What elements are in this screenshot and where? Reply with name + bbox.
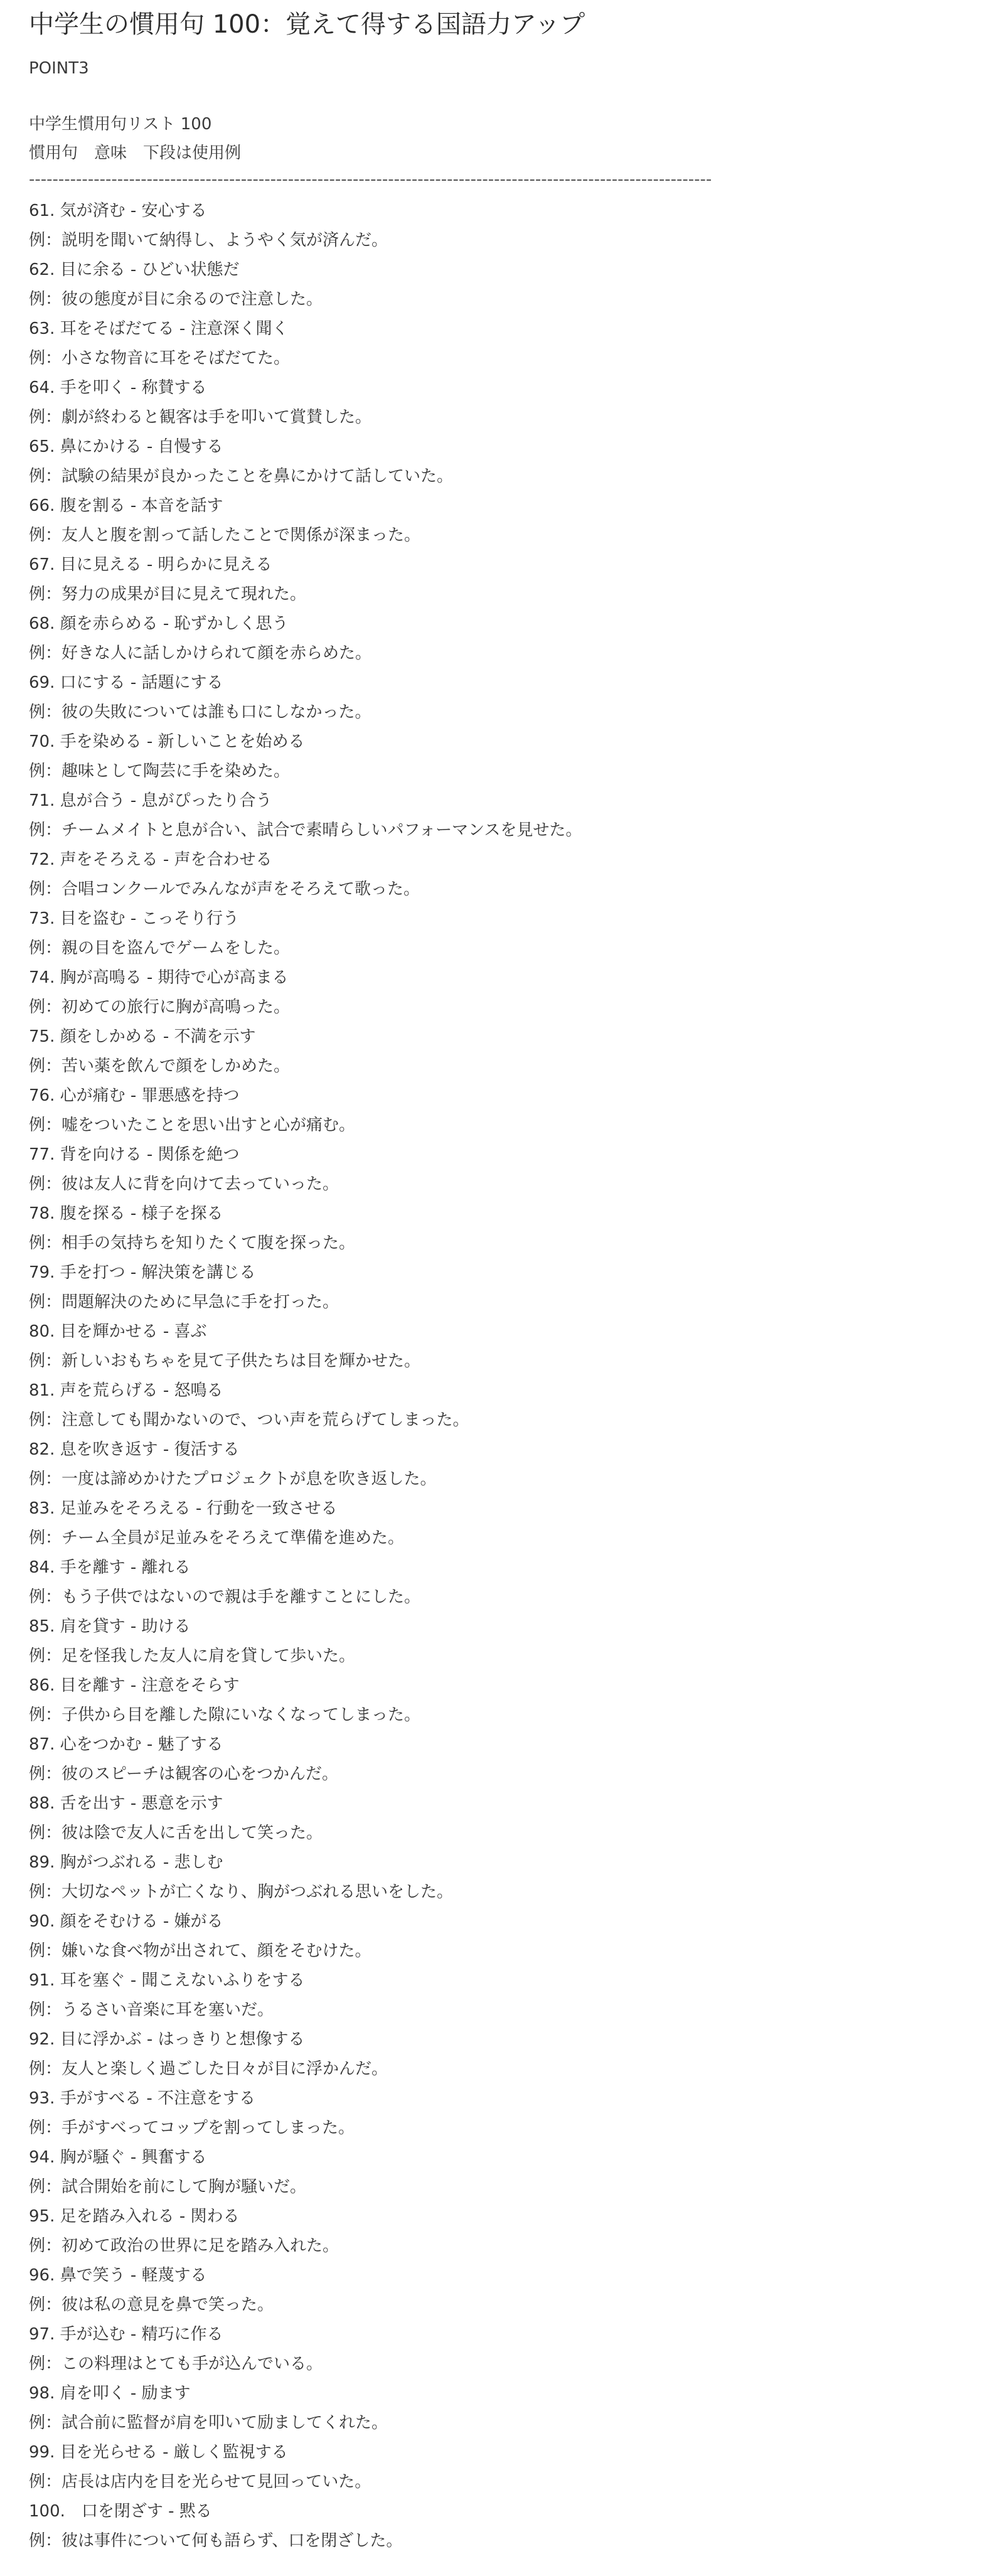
idiom-example: 例：合唱コンクールでみんなが声をそろえて歌った。 xyxy=(29,880,420,899)
idiom-example: 例：小さな物音に耳をそばだてた。 xyxy=(29,349,291,368)
idiom-term: 91. 耳を塞ぐ - 聞こえないふりをする xyxy=(29,1971,305,1990)
idiom-example: 例：彼は陰で友人に舌を出して笑った。 xyxy=(29,1824,323,1842)
list-item xyxy=(29,2438,1004,2497)
idiom-list xyxy=(29,196,1004,2556)
idiom-term: 79. 手を打つ - 解決策を講じる xyxy=(29,1263,256,1282)
list-item xyxy=(29,1317,1004,1376)
list-item xyxy=(29,1258,1004,1317)
idiom-term: 73. 目を盗む - こっそり行う xyxy=(29,909,240,928)
idiom-term: 89. 胸がつぶれる - 悲しむ xyxy=(29,1853,223,1872)
idiom-term: 87. 心をつかむ - 魅了する xyxy=(29,1735,223,1754)
idiom-term: 78. 腹を探る - 様子を探る xyxy=(29,1204,223,1223)
idiom-example: 例：苦い薬を飲んで顔をしかめた。 xyxy=(29,1057,291,1076)
idiom-example: 例：子供から目を離した隙にいなくなってしまった。 xyxy=(29,1706,421,1724)
idiom-term: 62. 目に余る - ひどい状態だ xyxy=(29,260,240,279)
idiom-term: 64. 手を叩く - 称賛する xyxy=(29,378,207,397)
list-legend: 慣用句 意味 下段は使用例 xyxy=(29,144,242,163)
idiom-example: 例：問題解決のために早急に手を打った。 xyxy=(29,1293,339,1312)
idiom-example: 例：相手の気持ちを知りたくて腹を探った。 xyxy=(29,1234,356,1253)
idiom-term: 93. 手がすべる - 不注意をする xyxy=(29,2089,256,2108)
idiom-example: 例：店長は店内を目を光らせて見回っていた。 xyxy=(29,2472,371,2491)
idiom-term: 75. 顔をしかめる - 不満を示す xyxy=(29,1027,256,1046)
list-item xyxy=(29,491,1004,550)
list-item xyxy=(29,668,1004,727)
idiom-example: 例：趣味として陶芸に手を染めた。 xyxy=(29,762,291,781)
idiom-term: 90. 顔をそむける - 嫌がる xyxy=(29,1912,223,1931)
page-title: 中学生の慣用句 100：覚えて得する国語力アップ xyxy=(29,10,585,39)
idiom-example: 例：試合前に監督が肩を叩いて励ましてくれた。 xyxy=(29,2413,388,2432)
idiom-example: 例：大切なペットが亡くなり、胸がつぶれる思いをした。 xyxy=(29,1883,454,1901)
idiom-term: 80. 目を輝かせる - 喜ぶ xyxy=(29,1322,207,1341)
idiom-example: 例：努力の成果が目に見えて現れた。 xyxy=(29,585,307,604)
idiom-term: 99. 目を光らせる - 厳しく監視する xyxy=(29,2443,288,2462)
list-item xyxy=(29,1612,1004,1671)
idiom-example: 例：説明を聞いて納得し、ようやく気が済んだ。 xyxy=(29,231,388,250)
idiom-example: 例：好きな人に話しかけられて顔を赤らめた。 xyxy=(29,644,372,663)
list-item xyxy=(29,1848,1004,1907)
idiom-example: 例：もう子供ではないので親は手を離すことにした。 xyxy=(29,1588,421,1606)
idiom-term: 71. 息が合う - 息がぴったり合う xyxy=(29,791,272,810)
list-item xyxy=(29,2084,1004,2143)
idiom-example: 例：手がすべってコップを割ってしまった。 xyxy=(29,2119,355,2137)
idiom-example: 例：友人と腹を割って話したことで関係が深まった。 xyxy=(29,526,421,545)
list-item xyxy=(29,1199,1004,1258)
idiom-example: 例：彼は私の意見を鼻で笑った。 xyxy=(29,2295,274,2314)
idiom-term: 94. 胸が騒ぐ - 興奮する xyxy=(29,2148,207,2167)
idiom-example: 例：彼の失敗については誰も口にしなかった。 xyxy=(29,703,371,722)
idiom-example: 例：試験の結果が良かったことを鼻にかけて話していた。 xyxy=(29,467,454,486)
list-item xyxy=(29,727,1004,786)
idiom-term: 98. 肩を叩く - 励ます xyxy=(29,2384,191,2403)
idiom-term: 68. 顔を赤らめる - 恥ずかしく思う xyxy=(29,614,289,633)
idiom-term: 69. 口にする - 話題にする xyxy=(29,673,223,692)
idiom-example: 例：うるさい音楽に耳を塞いだ。 xyxy=(29,2001,274,2019)
idiom-example: 例：彼は友人に背を向けて去っていった。 xyxy=(29,1175,339,1194)
idiom-term: 77. 背を向ける - 関係を絶つ xyxy=(29,1145,240,1164)
idiom-term: 84. 手を離す - 離れる xyxy=(29,1558,191,1577)
list-item xyxy=(29,373,1004,432)
idiom-example: 例：嫌いな食べ物が出されて、顔をそむけた。 xyxy=(29,1942,371,1960)
list-item xyxy=(29,1789,1004,1848)
list-item xyxy=(29,786,1004,845)
list-item xyxy=(29,432,1004,491)
list-item xyxy=(29,609,1004,668)
idiom-term: 72. 声をそろえる - 声を合わせる xyxy=(29,850,272,869)
list-item xyxy=(29,1494,1004,1553)
idiom-term: 82. 息を吹き返す - 復活する xyxy=(29,1440,240,1459)
list-item xyxy=(29,2202,1004,2261)
idiom-term: 76. 心が痛む - 罪悪感を持つ xyxy=(29,1086,240,1105)
list-item xyxy=(29,2261,1004,2320)
list-item xyxy=(29,550,1004,609)
idiom-term: 100. 口を閉ざす - 黙る xyxy=(29,2502,212,2521)
idiom-example: 例：初めて政治の世界に足を踏み入れた。 xyxy=(29,2237,339,2255)
list-item xyxy=(29,1376,1004,1435)
list-item xyxy=(29,314,1004,373)
idiom-example: 例：彼は事件について何も語らず、口を閉ざした。 xyxy=(29,2531,403,2550)
list-item xyxy=(29,2025,1004,2084)
list-item xyxy=(29,1081,1004,1140)
list-item xyxy=(29,2379,1004,2438)
list-item xyxy=(29,196,1004,255)
list-item xyxy=(29,845,1004,904)
idiom-example: 例：彼のスピーチは観客の心をつかんだ。 xyxy=(29,1765,338,1783)
idiom-example: 例：一度は諦めかけたプロジェクトが息を吹き返した。 xyxy=(29,1470,437,1488)
idiom-example: 例：チームメイトと息が合い、試合で素晴らしいパフォーマンスを見せた。 xyxy=(29,821,582,840)
list-title: 中学生慣用句リスト 100 xyxy=(29,115,212,134)
idiom-term: 95. 足を踏み入れる - 関わる xyxy=(29,2207,240,2226)
idiom-example: 例：チーム全員が足並みをそろえて準備を進めた。 xyxy=(29,1529,405,1547)
list-item xyxy=(29,2143,1004,2202)
idiom-term: 67. 目に見える - 明らかに見える xyxy=(29,555,272,574)
idiom-example: 例：この料理はとても手が込んでいる。 xyxy=(29,2354,323,2373)
idiom-term: 86. 目を離す - 注意をそらす xyxy=(29,1676,240,1695)
list-item xyxy=(29,904,1004,963)
idiom-example: 例：親の目を盗んでゲームをした。 xyxy=(29,939,291,958)
list-item xyxy=(29,1435,1004,1494)
idiom-example: 例：新しいおもちゃを見て子供たちは目を輝かせた。 xyxy=(29,1352,421,1371)
idiom-term: 83. 足並みをそろえる - 行動を一致させる xyxy=(29,1499,338,1518)
list-item xyxy=(29,1140,1004,1199)
idiom-term: 63. 耳をそばだてる - 注意深く聞く xyxy=(29,319,289,338)
idiom-example: 例：試合開始を前にして胸が騒いだ。 xyxy=(29,2178,307,2196)
idiom-term: 97. 手が込む - 精巧に作る xyxy=(29,2325,223,2344)
idiom-term: 66. 腹を割る - 本音を話す xyxy=(29,496,223,515)
idiom-example: 例：足を怪我した友人に肩を貸して歩いた。 xyxy=(29,1647,356,1665)
idiom-term: 65. 鼻にかける - 自慢する xyxy=(29,437,223,456)
list-item xyxy=(29,1907,1004,1966)
list-item xyxy=(29,2497,1004,2556)
list-item xyxy=(29,963,1004,1022)
idiom-term: 81. 声を荒らげる - 怒鳴る xyxy=(29,1381,223,1400)
point-label: POINT3 xyxy=(29,59,89,78)
list-item xyxy=(29,1022,1004,1081)
idiom-example: 例：彼の態度が目に余るので注意した。 xyxy=(29,290,323,309)
idiom-example: 例：初めての旅行に胸が高鳴った。 xyxy=(29,998,291,1017)
list-item xyxy=(29,1966,1004,2025)
list-item xyxy=(29,1553,1004,1612)
idiom-example: 例：注意しても聞かないので、つい声を荒らげてしまった。 xyxy=(29,1411,469,1430)
list-item xyxy=(29,1671,1004,1730)
idiom-term: 88. 舌を出す - 悪意を示す xyxy=(29,1794,223,1813)
idiom-example: 例：劇が終わると観客は手を叩いて賞賛した。 xyxy=(29,408,372,427)
idiom-term: 70. 手を染める - 新しいことを始める xyxy=(29,732,305,751)
idiom-example: 例：嘘をついたことを思い出すと心が痛む。 xyxy=(29,1116,356,1135)
idiom-term: 61. 気が済む - 安心する xyxy=(29,201,207,220)
list-item xyxy=(29,255,1004,314)
list-item xyxy=(29,1730,1004,1789)
idiom-term: 85. 肩を貸す - 助ける xyxy=(29,1617,191,1636)
idiom-term: 96. 鼻で笑う - 軽蔑する xyxy=(29,2266,207,2285)
list-item xyxy=(29,2320,1004,2379)
idiom-term: 92. 目に浮かぶ - はっきりと想像する xyxy=(29,2030,305,2049)
idiom-term: 74. 胸が高鳴る - 期待で心が高まる xyxy=(29,968,289,987)
dashed-divider: -------------------------------------------------------------------------------------------------------------------- xyxy=(29,170,712,189)
idiom-example: 例：友人と楽しく過ごした日々が目に浮かんだ。 xyxy=(29,2060,388,2078)
